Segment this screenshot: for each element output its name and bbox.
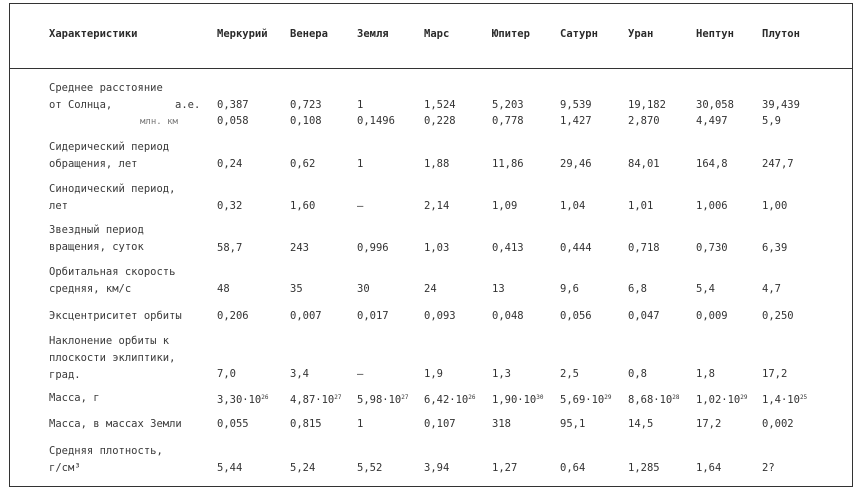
column-header-planet: Меркурий [217,28,268,40]
cell-value: 0,996 [357,242,389,254]
cell-value: 1,285 [628,462,660,474]
cell-value: 8,68·10 [628,394,673,406]
cell-value: 84,01 [628,158,660,170]
table-cell [424,460,449,476]
cell-value: 29,46 [560,158,592,170]
table-cell [560,240,592,256]
table-cell [357,240,389,256]
cell-value: 0,64 [560,462,586,474]
table-cell [424,416,456,432]
table-cell [290,281,303,297]
row-label-line: вращения, суток [49,241,144,253]
table-cell [762,240,787,256]
table-cell [357,366,363,382]
table-cell [628,416,653,432]
cell-value: 2? [762,462,775,474]
table-cell [424,198,449,214]
cell-value: 17,2 [696,418,722,430]
row-label-line: Средняя плотность, [49,445,163,457]
cell-value: 1,04 [560,200,586,212]
table-cell [696,240,728,256]
row-label-line: Масса, г [49,392,100,404]
table-cell [696,156,728,172]
table-cell [560,281,579,297]
table-cell [424,97,456,113]
cell-value: 2,5 [560,368,579,380]
cell-value: 4,87·10 [290,394,335,406]
table-cell [217,198,242,214]
table-cell [762,97,800,113]
row-label-line: град. [49,369,81,381]
cell-value: 0,32 [217,200,243,212]
cell-value: 6,39 [762,242,788,254]
table-cell-secondary: 0,778 [492,115,524,127]
cell-value: 1,9 [424,368,443,380]
cell-value: 1,02·10 [696,394,741,406]
table-cell [628,390,680,408]
table-cell-secondary: 0,228 [424,115,456,127]
cell-value: 19,182 [628,99,666,111]
table-cell [492,460,517,476]
table-cell-secondary: 0,108 [290,115,322,127]
row-label-line: Синодический период, [49,183,176,195]
row-label-line: Наклонение орбиты к [49,335,170,347]
table-cell [762,390,807,408]
cell-value: 1,90·10 [492,394,537,406]
cell-exponent: 26 [261,394,269,401]
cell-value: 0,730 [696,242,728,254]
table-cell [696,198,728,214]
cell-value: 30 [357,283,370,295]
cell-value: 1,4·10 [762,394,800,406]
cell-value: 247,7 [762,158,794,170]
cell-value: 1,00 [762,200,788,212]
table-cell [217,416,249,432]
cell-value: 1,03 [424,242,450,254]
cell-value: 11,86 [492,158,524,170]
table-cell [424,308,456,324]
table-cell [696,366,715,382]
header-divider [10,68,852,69]
cell-exponent: 29 [740,394,748,401]
table-cell [628,366,647,382]
table-cell [492,366,511,382]
cell-value: 0,009 [696,310,728,322]
table-cell-secondary: 0,1496 [357,115,395,127]
table-cell [762,366,787,382]
cell-value: 7,0 [217,368,236,380]
table-cell [492,390,544,408]
cell-value: 3,4 [290,368,309,380]
column-header-planet: Юпитер [492,28,530,40]
table-cell [560,198,585,214]
cell-exponent: 26 [468,394,476,401]
cell-value: 0,007 [290,310,322,322]
column-header-planet: Венера [290,28,328,40]
column-header-planet: Нептун [696,28,734,40]
cell-value: 1,3 [492,368,511,380]
row-label-line: млн. км [140,117,178,127]
table-cell [290,460,315,476]
column-header-planet: Земля [357,28,389,40]
cell-value: 0,718 [628,242,660,254]
cell-value: — [357,200,364,212]
cell-value: 5,4 [696,283,715,295]
cell-value: 24 [424,283,437,295]
table-cell [492,156,524,172]
row-label-line: обращения, лет [49,158,138,170]
cell-value: 5,69·10 [560,394,605,406]
table-cell [290,416,322,432]
table-cell [357,390,409,408]
cell-value: 0,048 [492,310,524,322]
table-cell [424,240,449,256]
column-header-planet: Сатурн [560,28,598,40]
table-cell [290,390,342,408]
table-cell [696,308,728,324]
table-cell [560,156,592,172]
cell-value: 318 [492,418,511,430]
row-label-line: Звездный период [49,224,144,236]
row-label-line: г/см³ [49,462,81,474]
table-cell [696,416,721,432]
cell-value: 1,524 [424,99,456,111]
table-cell [762,308,794,324]
table-cell [357,281,370,297]
row-label-line: лет [49,200,68,212]
cell-value: 1,006 [696,200,728,212]
table-cell [424,390,476,408]
table-cell [357,198,363,214]
row-label-line: Масса, в массах Земли [49,418,182,430]
table-cell [424,366,443,382]
cell-value: 0,047 [628,310,660,322]
table-cell [217,240,242,256]
table-cell-secondary: 2,870 [628,115,660,127]
table-cell [217,366,236,382]
table-cell-secondary: 0,058 [217,115,249,127]
cell-value: 4,7 [762,283,781,295]
cell-value: 39,439 [762,99,800,111]
cell-value: 0,444 [560,242,592,254]
cell-value: 0,055 [217,418,249,430]
column-header-planet: Плутон [762,28,800,40]
table-cell [628,156,660,172]
row-label-line: Сидерический период [49,141,170,153]
table-cell [560,460,585,476]
table-cell [696,390,748,408]
cell-value: 0,206 [217,310,249,322]
cell-value: 1,09 [492,200,518,212]
table-cell [217,281,230,297]
cell-value: 0,723 [290,99,322,111]
cell-value: 1 [357,99,364,111]
cell-value: 1,88 [424,158,450,170]
cell-value: 0,002 [762,418,794,430]
table-cell [290,240,309,256]
cell-value: 35 [290,283,303,295]
row-label-line: Эксцентриситет орбиты [49,310,182,322]
row-label-line: плоскости эклиптики, [49,352,176,364]
cell-value: 14,5 [628,418,654,430]
table-cell [290,366,309,382]
table-cell [628,460,660,476]
cell-value: 1,64 [696,462,722,474]
cell-value: 0,24 [217,158,243,170]
table-cell [696,460,721,476]
cell-value: 0,093 [424,310,456,322]
cell-value: 2,14 [424,200,450,212]
table-cell [217,460,242,476]
cell-exponent: 30 [536,394,544,401]
cell-value: 3,30·10 [217,394,262,406]
table-cell [290,308,322,324]
table-cell [560,97,592,113]
cell-value: 6,42·10 [424,394,469,406]
table-cell [560,366,579,382]
table-cell [492,240,524,256]
row-label-line: Орбитальная скорость [49,266,176,278]
cell-value: 9,539 [560,99,592,111]
cell-exponent: 28 [672,394,680,401]
table-cell [357,156,363,172]
cell-exponent: 25 [799,394,808,401]
row-label-line: средняя, км/с [49,283,132,295]
row-label-line: от Солнца, [49,99,113,111]
column-header-characteristics: Характеристики [49,28,138,40]
table-cell [290,97,322,113]
table-cell [628,97,666,113]
cell-exponent: 27 [401,394,409,401]
table-cell [628,281,647,297]
cell-exponent: 29 [604,394,612,401]
cell-value: 5,52 [357,462,383,474]
column-header-planet: Марс [424,28,450,40]
table-cell [696,97,734,113]
cell-value: 3,94 [424,462,450,474]
cell-value: 0,387 [217,99,249,111]
table-cell [492,198,517,214]
cell-value: 6,8 [628,283,647,295]
cell-value: 58,7 [217,242,243,254]
cell-value: 1 [357,158,364,170]
cell-value: 1 [357,418,364,430]
table-cell [762,156,794,172]
table-cell [560,416,585,432]
cell-value: 9,6 [560,283,579,295]
cell-value: 0,8 [628,368,647,380]
table-cell [424,281,437,297]
table-cell [762,198,787,214]
table-cell [492,308,524,324]
cell-value: 48 [217,283,230,295]
table-cell-secondary: 1,427 [560,115,592,127]
table-cell [696,281,715,297]
table-cell [357,416,363,432]
cell-exponent: 27 [334,394,342,401]
table-cell [492,97,524,113]
table-cell [217,97,249,113]
table-cell [762,416,794,432]
table-cell [628,308,660,324]
table-cell [217,156,242,172]
table-cell [492,281,505,297]
table-cell [560,308,592,324]
cell-value: — [357,368,364,380]
table-cell [628,198,653,214]
cell-value: 17,2 [762,368,788,380]
cell-value: 13 [492,283,505,295]
row-unit-au: а.е. [175,99,201,111]
table-cell [492,416,511,432]
cell-value: 1,60 [290,200,316,212]
cell-value: 1,01 [628,200,654,212]
cell-value: 5,24 [290,462,316,474]
column-header-planet: Уран [628,28,654,40]
table-cell [560,390,612,408]
cell-value: 0,413 [492,242,524,254]
table-cell [217,308,249,324]
cell-value: 0,250 [762,310,794,322]
cell-value: 5,98·10 [357,394,402,406]
table-cell [357,308,389,324]
cell-value: 30,058 [696,99,734,111]
table-cell [357,97,363,113]
table-cell [762,460,775,476]
table-cell [290,156,315,172]
table-cell [628,240,660,256]
cell-value: 0,107 [424,418,456,430]
cell-value: 95,1 [560,418,586,430]
cell-value: 5,44 [217,462,243,474]
table-cell [217,390,269,408]
table-cell [762,281,781,297]
cell-value: 243 [290,242,309,254]
table-cell [357,460,382,476]
cell-value: 164,8 [696,158,728,170]
table-cell [290,198,315,214]
table-cell [424,156,449,172]
cell-value: 0,815 [290,418,322,430]
cell-value: 1,27 [492,462,518,474]
table-cell-secondary: 5,9 [762,115,781,127]
table-cell-secondary: 4,497 [696,115,728,127]
cell-value: 0,017 [357,310,389,322]
cell-value: 0,62 [290,158,316,170]
cell-value: 0,056 [560,310,592,322]
cell-value: 1,8 [696,368,715,380]
cell-value: 5,203 [492,99,524,111]
row-label-line: Среднее расстояние [49,82,163,94]
